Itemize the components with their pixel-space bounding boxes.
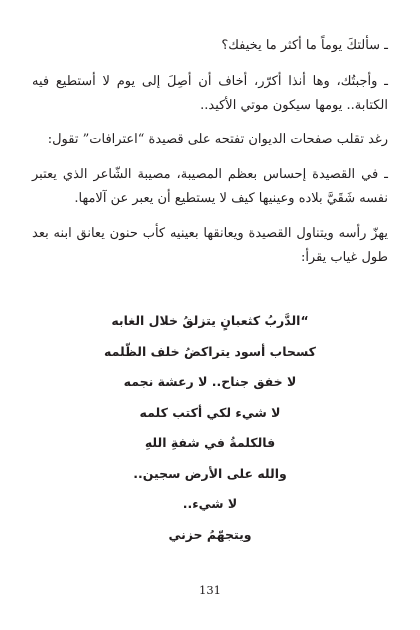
paragraph-commentary: ـ في القصيدة إحساس بعظم المصيبة، مصيبة الشّاعر الذي يعتبر نفسه شَقَيَّ بلاده وعينيها كيف لا يستطيع أن يعبر عن آلامها. bbox=[32, 167, 388, 206]
poem-line: لا خفق جناح.. لا رعشة نجمه bbox=[123, 374, 297, 389]
poem-line: لا شيء لكي أكتب كلمه bbox=[139, 404, 281, 420]
paragraph-answer: ـ وأجبتُك، وها أنذا أكرّر، أخاف أن أصِلَ إلى يوم لا أستطيع فيه الكتابة.. يومها سيكون موتي الأكيد.. bbox=[32, 74, 388, 113]
page-number: 131 bbox=[199, 583, 221, 597]
paragraph-poem-intro: يهزّ رأسه ويتناول القصيدة ويعانقها بعينيه كأب حنون يعانق ابنه بعد طول غياب يقرأ: bbox=[32, 226, 388, 265]
poem-line: فالكلمةُ في شفةِ اللهِ bbox=[144, 435, 276, 450]
poem-line: “الدَّربُ كثعبانٍ يتزلقُ خلال الغابه bbox=[111, 313, 309, 328]
paragraph-reading-intro: رغد تقلب صفحات الديوان تفتحه على قصيدة “اعترافات” تقول: bbox=[47, 132, 388, 147]
poem-line: لا شيء.. bbox=[182, 496, 238, 511]
poem-line: والله على الأرض سجين.. bbox=[133, 465, 287, 481]
poem-line: ويتجهّمُ حزني bbox=[168, 526, 252, 542]
poem-line: كسحاب أسود يتراكضُ خلف الظّلمه bbox=[104, 343, 316, 359]
poem-block bbox=[40, 306, 380, 550]
paragraph-question: ـ سألتكَ يوماً ما أكثر ما يخيفك؟ bbox=[221, 38, 388, 53]
